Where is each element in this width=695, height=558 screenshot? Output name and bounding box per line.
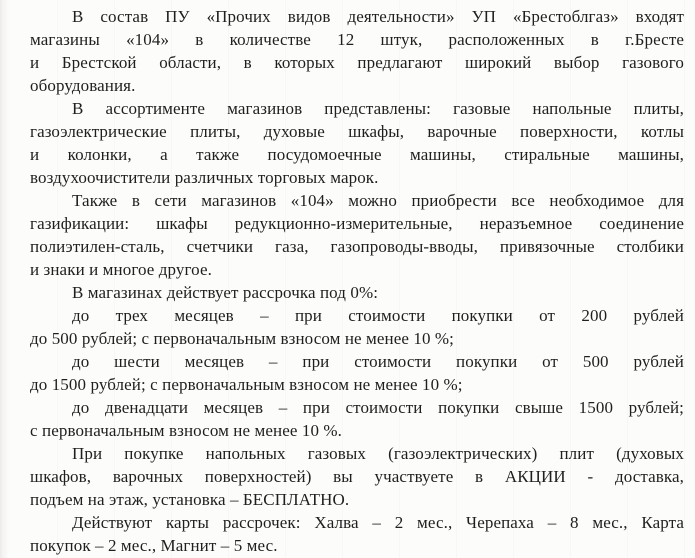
text-line: и Брестской области, в которых предлагают широкий выбор газового <box>30 53 684 72</box>
text-line: В магазинах действует рассрочка под 0%: <box>72 283 379 302</box>
text-line: и колонки, а также посудомоечные машины, стиральные машины, <box>30 145 684 164</box>
document-body <box>30 5 684 557</box>
text-line: покупок – 2 мес., Магнит – 5 мес. <box>30 536 278 555</box>
text-line: В состав ПУ «Прочих видов деятельности» УП «Брестоблгаз» входят <box>72 7 684 26</box>
text-line: до двенадцати месяцев – при стоимости покупки свыше 1500 рублей; <box>72 398 684 417</box>
text-line: магазины «104» в количестве 12 штук, расположенных в г.Бресте <box>30 30 684 49</box>
text-line: с первоначальным взносом не менее 10 %. <box>30 421 343 440</box>
paragraph <box>30 5 684 97</box>
text-line: до шести месяцев – при стоимости покупки от 500 рублей <box>72 352 684 371</box>
paragraph <box>30 396 684 442</box>
paragraph <box>30 281 684 304</box>
paragraph <box>30 97 684 189</box>
text-line: шкафов, варочных поверхностей) вы участвуете в АКЦИИ - доставка, <box>30 467 684 486</box>
paragraph <box>30 350 684 396</box>
text-line: газификации: шкафы редукционно-измерительные, неразъемное соединение <box>30 214 684 233</box>
text-line: до 1500 рублей; с первоначальным взносом не менее 10 %; <box>30 375 463 394</box>
text-line: и знаки и многое другое. <box>30 260 212 279</box>
text-line: подъем на этаж, установка – БЕСПЛАТНО. <box>30 490 350 509</box>
text-line: Также в сети магазинов «104» можно приобрести все необходимое для <box>72 191 684 210</box>
text-line: Действуют карты рассрочек: Халва – 2 мес., Черепаха – 8 мес., Карта <box>72 513 684 532</box>
text-line: При покупке напольных газовых (газоэлектрических) плит (духовых <box>72 444 684 463</box>
paragraph <box>30 304 684 350</box>
text-line: В ассортименте магазинов представлены: газовые напольные плиты, <box>72 99 684 118</box>
paragraph <box>30 511 684 557</box>
paragraph <box>30 189 684 281</box>
text-line: оборудования. <box>30 76 136 95</box>
text-line: до 500 рублей; с первоначальным взносом не менее 10 %; <box>30 329 455 348</box>
paragraph <box>30 442 684 511</box>
text-line: до трех месяцев – при стоимости покупки от 200 рублей <box>72 306 684 325</box>
text-line: газоэлектрические плиты, духовые шкафы, варочные поверхности, котлы <box>30 122 684 141</box>
text-line: полиэтилен-сталь, счетчики газа, газопроводы-вводы, привязочные столбики <box>30 237 684 256</box>
text-line: воздухоочистители различных торговых марок. <box>30 168 379 187</box>
